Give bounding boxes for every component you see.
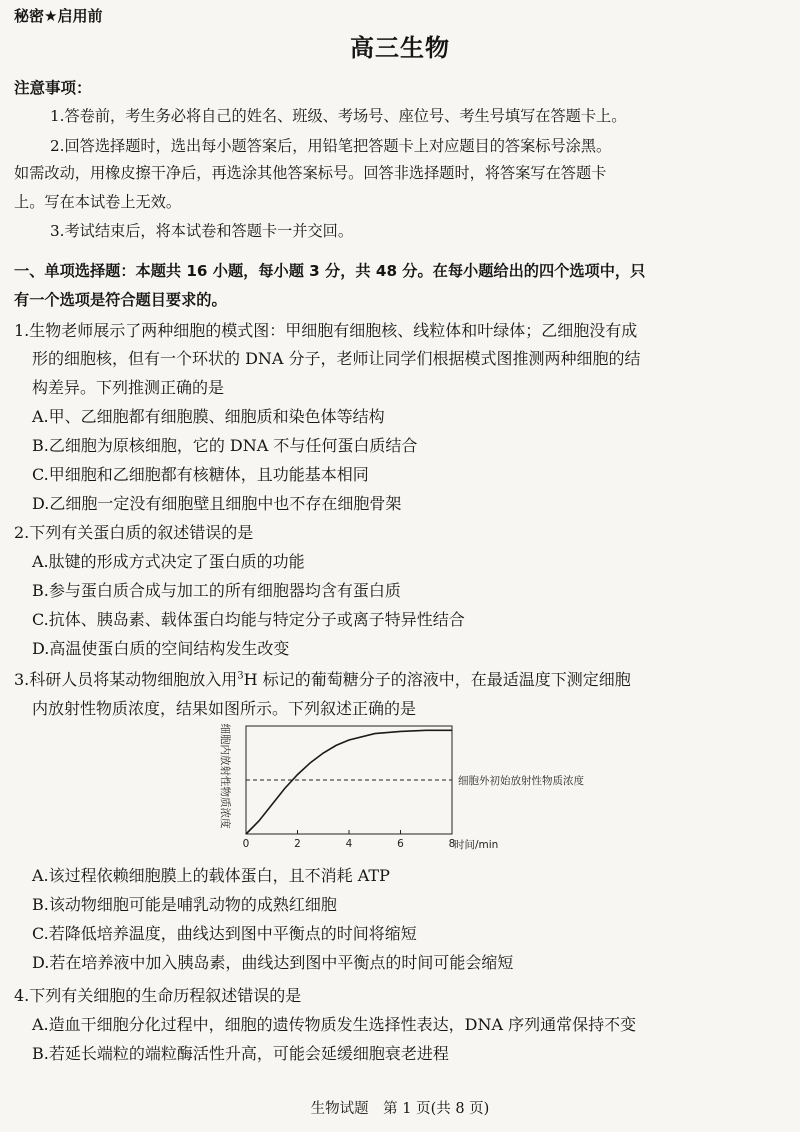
question-3-option-b: B.该动物细胞可能是哺乳动物的成熟红细胞 (32, 895, 337, 914)
question-1-line-3: 构差异。下列推测正确的是 (32, 378, 225, 397)
question-1-line-2: 形的细胞核，但有一个环状的 DNA 分子，老师让同学们根据模式图推测两种细胞的结 (32, 349, 641, 368)
question-2-option-a: A.肽键的形成方式决定了蛋白质的功能 (32, 552, 305, 571)
question-1-option-b: B.乙细胞为原核细胞，它的 DNA 不与任何蛋白质结合 (32, 436, 418, 455)
question-3-line-1-post: H 标记的葡萄糖分子的溶液中，在最适温度下测定细胞 (243, 670, 631, 689)
question-4-option-b: B.若延长端粒的端粒酶活性升高，可能会延缓细胞衰老进程 (32, 1044, 449, 1063)
section-heading-line-1: 一、单项选择题：本题共 16 小题，每小题 3 分，共 48 分。在每小题给出的四个选项中，只 (14, 262, 646, 280)
question-1-option-a: A.甲、乙细胞都有细胞膜、细胞质和染色体等结构 (32, 407, 385, 426)
series-line (246, 730, 452, 834)
reference-line-label: 细胞外初始放射性物质浓度 (458, 775, 584, 787)
question-1-option-d: D.乙细胞一定没有细胞壁且细胞中也不存在细胞骨架 (32, 494, 402, 513)
x-axis-label: 时间/min (454, 839, 499, 851)
question-2-stem: 2.下列有关蛋白质的叙述错误的是 (14, 523, 254, 542)
notice-line-2: 2.回答选择题时，选出每小题答案后，用铅笔把答题卡上对应题目的答案标号涂黑。 (50, 137, 612, 155)
concentration-chart (212, 718, 732, 860)
x-tick-label-2: 2 (294, 838, 301, 850)
notice-line-1: 1.答卷前，考生务必将自己的姓名、班级、考场号、座位号、考生号填写在答题卡上。 (50, 107, 627, 125)
question-3-option-d: D.若在培养液中加入胰岛素，曲线达到图中平衡点的时间可能会缩短 (32, 953, 514, 972)
x-tick-label-4: 4 (345, 838, 353, 850)
x-tick-label-6: 6 (397, 838, 404, 850)
isotope-mass-number: 3 (237, 670, 244, 682)
secret-mark: 秘密★启用前 (14, 7, 103, 25)
section-heading-line-2: 有一个选项是符合题目要求的。 (14, 291, 227, 309)
question-3-option-a: A.该过程依赖细胞膜上的载体蛋白，且不消耗 ATP (32, 866, 390, 885)
question-1-line-1: 1.生物老师展示了两种细胞的模式图：甲细胞有细胞核、线粒体和叶绿体；乙细胞没有成 (14, 321, 638, 340)
notice-line-4: 上。写在本试卷上无效。 (14, 193, 182, 211)
question-3-line-1-pre: 3.科研人员将某动物细胞放入用 (14, 670, 238, 689)
question-3-line-1 (14, 667, 631, 690)
question-2-option-c: C.抗体、胰岛素、载体蛋白均能与特定分子或离子特异性结合 (32, 610, 465, 629)
question-2-option-b: B.参与蛋白质合成与加工的所有细胞器均含有蛋白质 (32, 581, 401, 600)
question-4-stem: 4.下列有关细胞的生命历程叙述错误的是 (14, 986, 302, 1005)
x-tick-label-8: 8 (448, 838, 456, 850)
y-axis-label: 细胞内放射性物质浓度 (219, 723, 231, 829)
notice-line-3: 如需改动，用橡皮擦干净后，再选涂其他答案标号。回答非选择题时，将答案写在答题卡 (14, 164, 607, 182)
page-title: 高三生物 (350, 34, 450, 62)
question-3-line-2: 内放射性物质浓度，结果如图所示。下列叙述正确的是 (32, 699, 417, 718)
notice-heading: 注意事项： (14, 79, 92, 97)
notice-line-5: 3.考试结束后，将本试卷和答题卡一并交回。 (50, 222, 354, 240)
question-4-option-a: A.造血干细胞分化过程中，细胞的遗传物质发生选择性表达，DNA 序列通常保持不变 (32, 1015, 637, 1034)
question-3-option-c: C.若降低培养温度，曲线达到图中平衡点的时间将缩短 (32, 924, 417, 943)
page-footer: 生物试题 第 1 页(共 8 页) (310, 1101, 490, 1117)
x-tick-label-0: 0 (242, 838, 250, 850)
question-2-option-d: D.高温使蛋白质的空间结构发生改变 (32, 639, 290, 658)
x-ticks (243, 830, 456, 850)
question-1-option-c: C.甲细胞和乙细胞都有核糖体，且功能基本相同 (32, 465, 369, 484)
